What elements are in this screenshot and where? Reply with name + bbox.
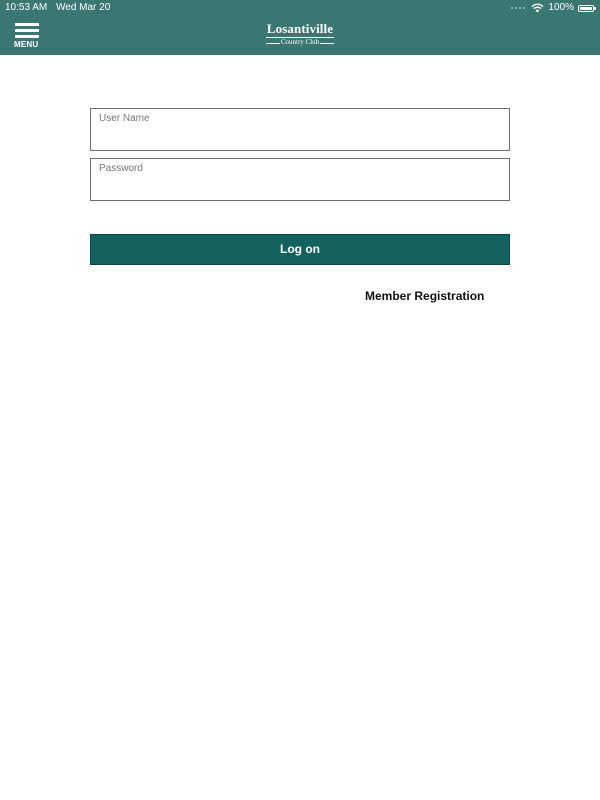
logo-title: Losantiville xyxy=(266,21,334,36)
hamburger-icon xyxy=(15,23,39,39)
menu-button[interactable] xyxy=(14,23,42,49)
app-header xyxy=(0,0,600,55)
password-input[interactable] xyxy=(99,178,501,196)
username-input[interactable] xyxy=(99,128,501,146)
username-field[interactable] xyxy=(90,108,510,151)
cellular-signal-icon xyxy=(511,7,525,9)
member-registration-link[interactable]: Member Registration xyxy=(365,289,485,303)
status-bar xyxy=(0,0,600,16)
battery-icon xyxy=(578,5,594,12)
password-label: Password xyxy=(99,163,143,174)
logo-subtitle: Country Club xyxy=(250,38,350,47)
menu-label: MENU xyxy=(14,40,39,49)
status-date: Wed Mar 20 xyxy=(56,2,111,13)
status-time: 10:53 AM xyxy=(5,2,48,13)
club-logo xyxy=(250,22,350,47)
logon-button[interactable]: Log on xyxy=(90,234,510,265)
username-label: User Name xyxy=(99,113,150,124)
password-field[interactable] xyxy=(90,158,510,201)
battery-percent: 100% xyxy=(548,2,574,13)
status-indicators xyxy=(511,0,594,16)
wifi-icon xyxy=(531,3,544,13)
